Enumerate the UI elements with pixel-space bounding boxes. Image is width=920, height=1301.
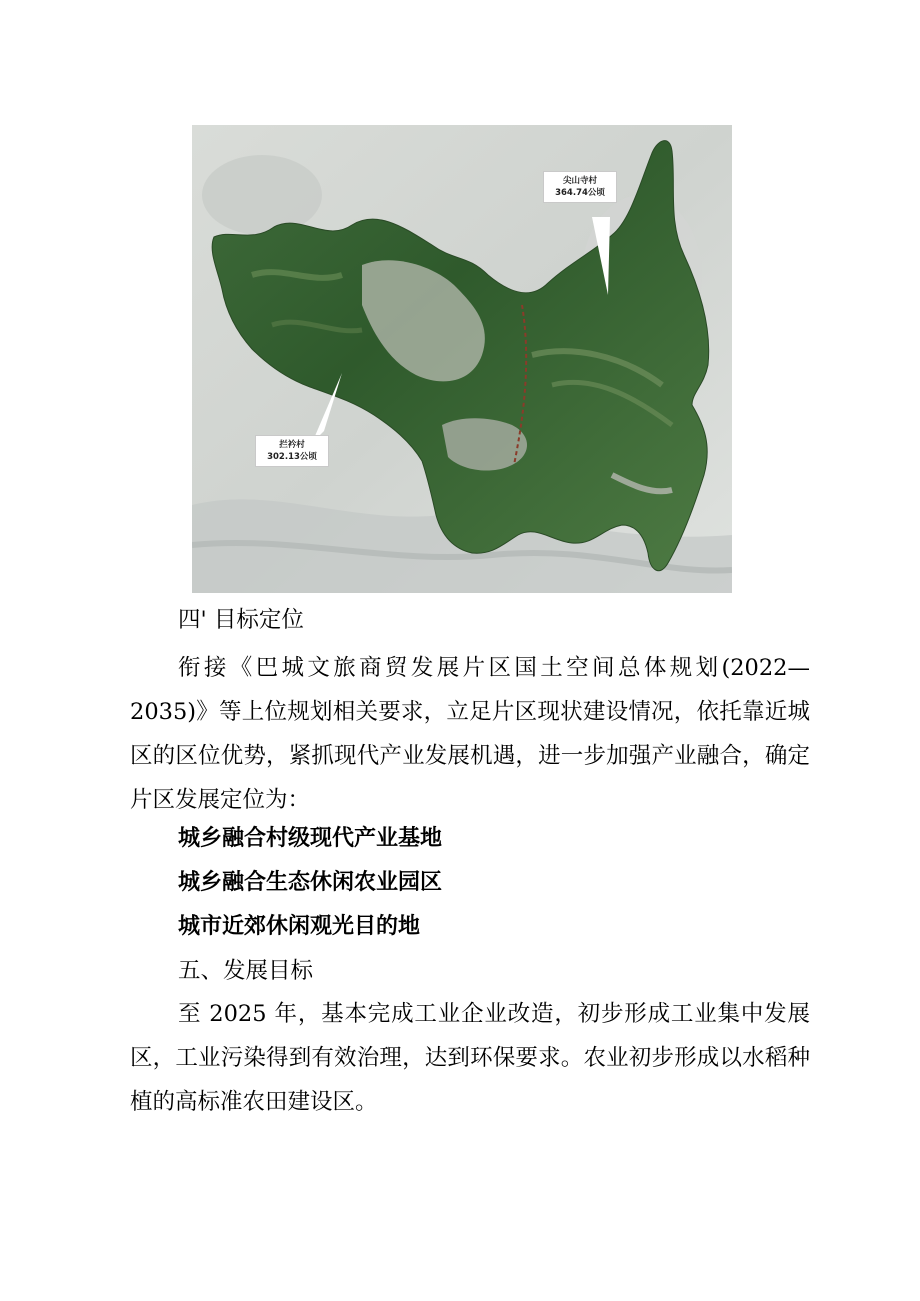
map-label-name: 拦衿村 xyxy=(279,440,305,450)
positioning-item: 城乡融合村级现代产业基地 xyxy=(178,826,443,851)
map-label-lanjin xyxy=(255,435,329,467)
section-heading-goal-positioning: 四' 目标定位 xyxy=(178,607,304,633)
map-label-area: 302.13公顷 xyxy=(267,452,317,462)
paragraph-text: 衔接《巴城文旅商贸发展片区国土空间总体规划(2022—2035)》等上位规划相关要求，立足片区现状建设情况，依托靠近城区的区位优势，紧抓现代产业发展机遇，进一步加强产业融合，确定片区发展定位为： xyxy=(130,655,810,813)
map-label-jianshansi xyxy=(543,171,617,203)
map-label-area: 364.74公顷 xyxy=(555,188,605,198)
development-goals-paragraph xyxy=(130,992,810,1124)
positioning-item: 城市近郊休闲观光目的地 xyxy=(178,914,421,939)
satellite-map-image xyxy=(192,125,732,593)
positioning-item: 城乡融合生态休闲农业园区 xyxy=(178,870,443,895)
paragraph-text: 至 2025 年，基本完成工业企业改造，初步形成工业集中发展区，工业污染得到有效治理，达到环保要求。农业初步形成以水稻种植的高标准农田建设区。 xyxy=(130,1001,810,1115)
section-heading-development-goals: 五、发展目标 xyxy=(178,958,314,984)
map-label-name: 尖山寺村 xyxy=(562,176,597,186)
positioning-paragraph xyxy=(130,646,810,822)
satellite-map-figure xyxy=(192,125,732,593)
